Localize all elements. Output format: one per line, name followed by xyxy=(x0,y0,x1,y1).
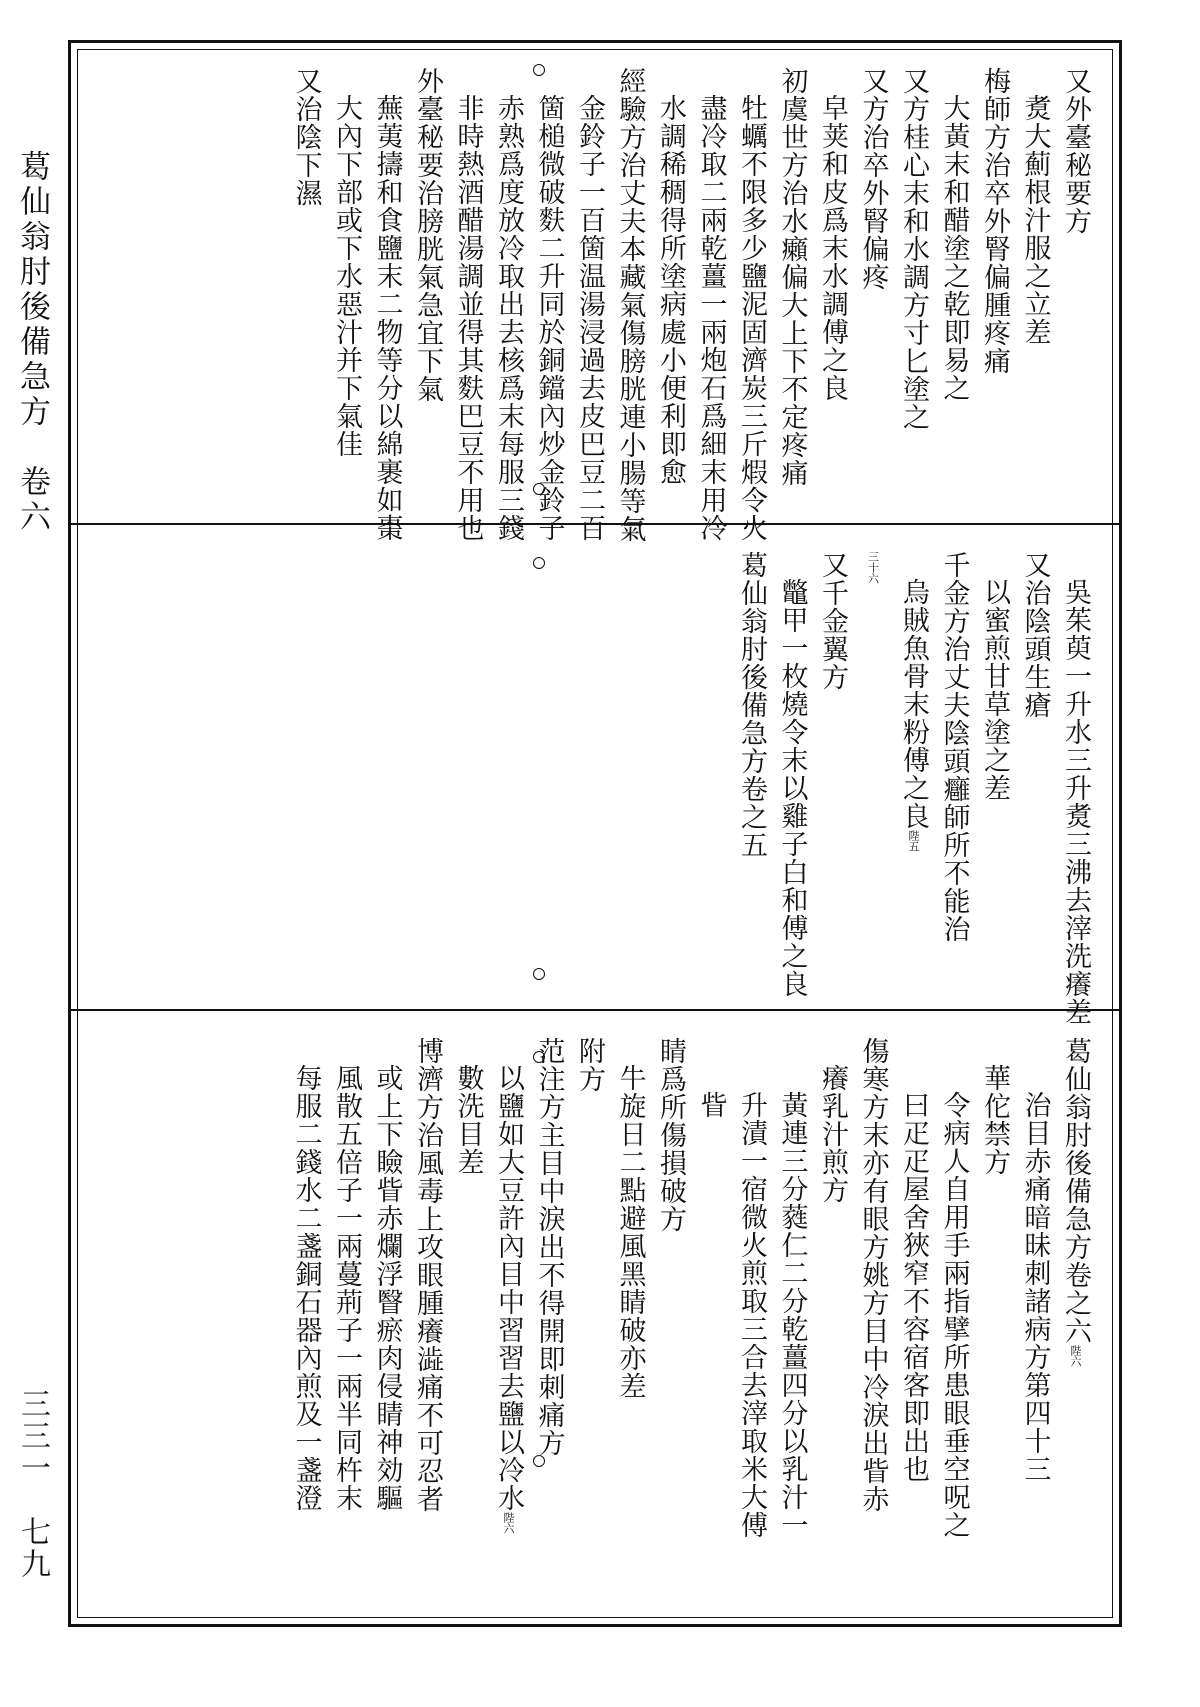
text-column: 葛仙翁肘後備急方卷之五 xyxy=(736,551,767,859)
collation-mark: 陛六 xyxy=(1069,1345,1082,1367)
text-column: 煑大薊根汁服之立差 xyxy=(1019,94,1051,346)
text-column xyxy=(893,551,934,1026)
text-column: 曰疋疋屋舍狹窄不容宿客即出也 xyxy=(898,1091,929,1483)
text-column: 牛旋日二點避風黑睛破亦差 xyxy=(614,1064,646,1400)
collation-mark: 陛六 xyxy=(502,1512,515,1534)
text-panel-middle xyxy=(731,551,1096,1026)
text-column: 盡冷取二兩乾薑一兩炮石爲細末用冷 xyxy=(695,94,727,542)
text-column: 又千金翼方 xyxy=(817,551,848,691)
text-panel-top xyxy=(285,67,1095,543)
text-column: 或上下瞼眥赤爛浮瞖瘀肉侵睛神効驅 xyxy=(371,1064,403,1512)
ring-mark xyxy=(533,64,545,76)
text-column: 吳茱萸一升水三升煑三沸去滓洗癢差 xyxy=(1060,578,1091,1026)
text-column: 皁荚和皮爲末水調傅之良 xyxy=(817,94,848,402)
text-column: 水調稀稠得所塗病處小便利即愈 xyxy=(655,94,686,486)
ring-mark xyxy=(533,968,545,980)
text-column: 千金方治丈夫陰頭癰師所不能治 xyxy=(938,551,970,943)
ring-mark xyxy=(533,1455,545,1467)
text-column: 又方治卒外腎偏疼 xyxy=(857,67,889,291)
text-column: 眥 xyxy=(695,1091,727,1119)
text-column: 經驗方治丈夫本藏氣傷膀胱連小腸等氣 xyxy=(614,67,646,543)
text-column: 附方 xyxy=(574,1037,605,1093)
text-column: 治目赤痛暗昧刺諸病方第四十三 xyxy=(1019,1091,1051,1483)
text-column: 鼈甲一枚燒令末以雞子白和傅之良 xyxy=(776,578,808,998)
text-column: 初虞世方治水癩偏大上下不定疼痛 xyxy=(776,67,808,487)
ring-mark xyxy=(533,483,545,495)
text-column: 華佗禁方 xyxy=(979,1064,1010,1176)
text-panel-bottom xyxy=(285,1037,1095,1539)
ring-mark xyxy=(533,1051,545,1063)
text-column: 每服二錢水二盞銅石器內煎及一盞澄 xyxy=(290,1064,322,1512)
collation-mark: 陛五 xyxy=(907,830,920,852)
text-column: 金鈴子一百箇温湯浸過去皮巴豆二百 xyxy=(574,94,605,542)
text-column xyxy=(1055,1037,1096,1539)
text-column: 數洗目差 xyxy=(452,1064,484,1176)
text-column: 大黃末和醋塗之乾即易之 xyxy=(938,94,970,402)
text-column: 以蜜煎甘草塗之差 xyxy=(979,578,1010,802)
text-column: 睛爲所傷損破方 xyxy=(655,1037,686,1233)
text-column: 箇槌微破麩二升同於銅鐺內炒金鈴子 xyxy=(533,94,565,542)
text-column: 蕪荑擣和食鹽末二物等分以綿裹如棗 xyxy=(371,94,403,542)
text-column: 非時熱酒醋湯調並得其麩巴豆不用也 xyxy=(452,94,484,542)
column-text: 烏賊魚骨末粉傅之良 xyxy=(898,578,929,830)
text-column: 范注方主目中淚出不得開即刺痛方 xyxy=(533,1037,565,1457)
text-column: 又治陰頭生瘡 xyxy=(1019,551,1051,719)
text-column: 黃連三分蕤仁二分乾薑四分以乳汁一 xyxy=(776,1091,808,1539)
text-column: 外臺秘要治膀胱氣急宜下氣 xyxy=(412,67,443,403)
margin-page-number: 三三一 七九 xyxy=(15,1388,50,1580)
text-column: 梅師方治卒外腎偏腫疼痛 xyxy=(979,67,1010,375)
text-column: 又外臺秘要方 xyxy=(1060,67,1091,235)
column-note: 三十六 xyxy=(866,551,880,584)
text-column xyxy=(488,1037,529,1539)
text-column: 升漬一宿微火煎取三合去滓取米大傅 xyxy=(736,1091,767,1539)
margin-book-title: 葛仙翁肘後備急方 卷六 xyxy=(14,150,50,535)
ring-mark xyxy=(533,557,545,569)
text-column: 風散五倍子一兩蔓荊子一兩半同杵末 xyxy=(331,1064,362,1512)
column-text: 葛仙翁肘後備急方卷之六 xyxy=(1060,1037,1091,1345)
text-column: 又方桂心末和水調方寸匕塗之 xyxy=(898,67,929,431)
column-text: 以鹽如大豆許內目中習習去鹽以冷水 xyxy=(493,1064,524,1512)
text-column: 赤熟爲度放冷取出去核爲末每服三錢 xyxy=(493,94,524,542)
text-column: 大內下部或下水惡汁并下氣佳 xyxy=(331,94,362,458)
text-column: 又治陰下濕 xyxy=(290,67,322,207)
text-column: 傷寒方末亦有眼方姚方目中冷淚出眥赤 xyxy=(857,1037,889,1513)
text-column: 博濟方治風毒上攻眼腫癢澁痛不可忍者 xyxy=(412,1037,443,1513)
text-column: 癢乳汁煎方 xyxy=(817,1064,848,1204)
text-column: 牡蠣不限多少鹽泥固濟炭三斤煆令火 xyxy=(736,94,767,542)
page-frame xyxy=(68,40,1122,1627)
text-column: 令病人自用手兩指擘所患眼垂空呪之 xyxy=(938,1091,970,1539)
